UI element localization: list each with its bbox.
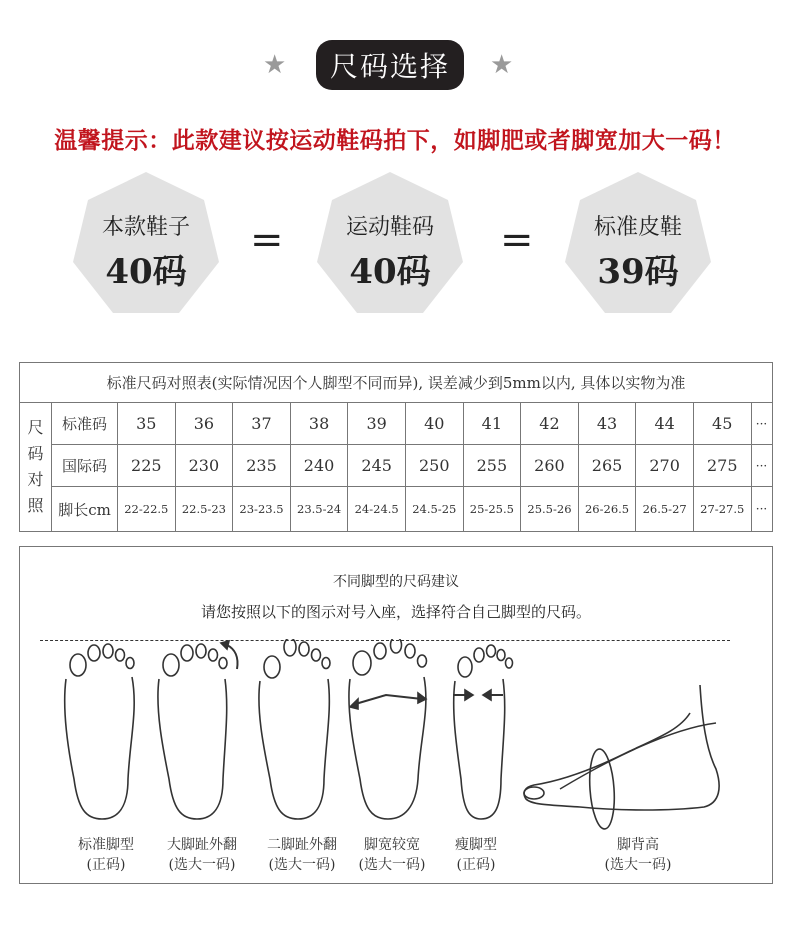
foot-big-toe-out-illustration [155,639,245,839]
size-cell: 23-23.5 [233,487,291,531]
star-icon: ★ [490,50,514,80]
size-cell: 40 [406,403,464,445]
size-chart-table [19,362,773,532]
size-cell: 44 [636,403,694,445]
size-cell: 24-24.5 [348,487,406,531]
size-cell: 36 [176,403,234,445]
size-cell: 23.5-24 [291,487,349,531]
equals-sign: = [500,217,534,263]
side-char: 对 [27,470,44,489]
size-cell: 260 [521,445,579,487]
foot-wide-illustration [346,639,436,839]
size-cell: 38 [291,403,349,445]
size-row-header: 脚长cm [52,487,118,531]
size-cell: 255 [464,445,522,487]
heptagon-shape [563,170,713,315]
size-card-value: 40码 [349,252,431,292]
size-cell: 235 [233,445,291,487]
page-title: 尺码选择 [316,40,464,90]
size-cell: 250 [406,445,464,487]
foot-label-standard: 标准脚型 (正码) [78,837,134,873]
size-card-leather-shoe [563,170,713,315]
foot-high-instep-illustration [520,639,740,839]
size-cell: 22-22.5 [118,487,176,531]
size-cell: 22.5-23 [176,487,234,531]
size-cell: 225 [118,445,176,487]
warning-text: 温馨提示：此款建议按运动鞋码拍下，如脚肥或者脚宽加大一码！ [54,127,736,154]
size-card-sports-shoe [315,170,465,315]
size-cell: 230 [176,445,234,487]
size-more-ellipsis: ··· [755,502,768,516]
foot-second-toe-out-illustration [254,639,344,839]
size-cell: 43 [579,403,637,445]
foot-narrow-illustration [441,639,531,839]
size-cell: 24.5-25 [406,487,464,531]
foot-label-narrow: 瘦脚型 (正码) [455,837,497,873]
side-char: 尺 [27,418,44,437]
size-card-value: 39码 [597,252,679,292]
size-cell: 270 [636,445,694,487]
heptagon-shape [71,170,221,315]
size-row-header: 国际码 [52,445,118,487]
size-row-header: 标准码 [52,403,118,445]
side-char: 照 [27,496,44,515]
size-cell: 41 [464,403,522,445]
size-card-this-shoe [71,170,221,315]
foot-standard-illustration [58,639,148,839]
size-more-ellipsis: ··· [752,445,772,487]
size-card-label: 本款鞋子 [101,215,190,240]
size-chart-grid [52,403,772,531]
size-cell: 27-27.5 [694,487,752,531]
size-cell: 37 [233,403,291,445]
size-cell: 26.5-27 [636,487,694,531]
side-char: 码 [27,444,44,463]
size-cell: 39 [348,403,406,445]
size-cell: 25-25.5 [464,487,522,531]
foot-guide-subtitle: 请您按照以下的图示对号入座，选择符合自己脚型的尺码。 [200,603,591,621]
size-card-label: 运动鞋码 [345,215,434,240]
size-cell: 240 [291,445,349,487]
size-cell: 275 [694,445,752,487]
size-cell: 35 [118,403,176,445]
heptagon-shape [315,170,465,315]
size-cell: 265 [579,445,637,487]
equals-sign: = [250,217,284,263]
size-chart-side-label [20,403,52,531]
size-cell: 25.5-26 [521,487,579,531]
size-cell: 26-26.5 [579,487,637,531]
foot-guide-title: 不同脚型的尺码建议 [333,574,459,590]
foot-label-high-instep: 脚背高 (选大一码) [604,837,672,873]
foot-type-guide [19,546,773,884]
foot-label-wide: 脚宽较宽 (选大一码) [358,837,426,873]
size-cell: 42 [521,403,579,445]
size-cell: 45 [694,403,752,445]
foot-label-big-toe: 大脚趾外翻 (选大一码) [167,837,237,873]
size-card-label: 标准皮鞋 [593,215,682,240]
size-more-ellipsis: ··· [752,403,772,445]
foot-label-second-toe: 二脚趾外翻 (选大一码) [267,837,337,873]
star-icon: ★ [263,50,287,80]
size-card-value: 40码 [105,252,187,292]
size-cell: 245 [348,445,406,487]
size-chart-caption: 标准尺码对照表(实际情况因个人脚型不同而异), 误差减少到5mm以内, 具体以实物为准 [20,363,772,403]
